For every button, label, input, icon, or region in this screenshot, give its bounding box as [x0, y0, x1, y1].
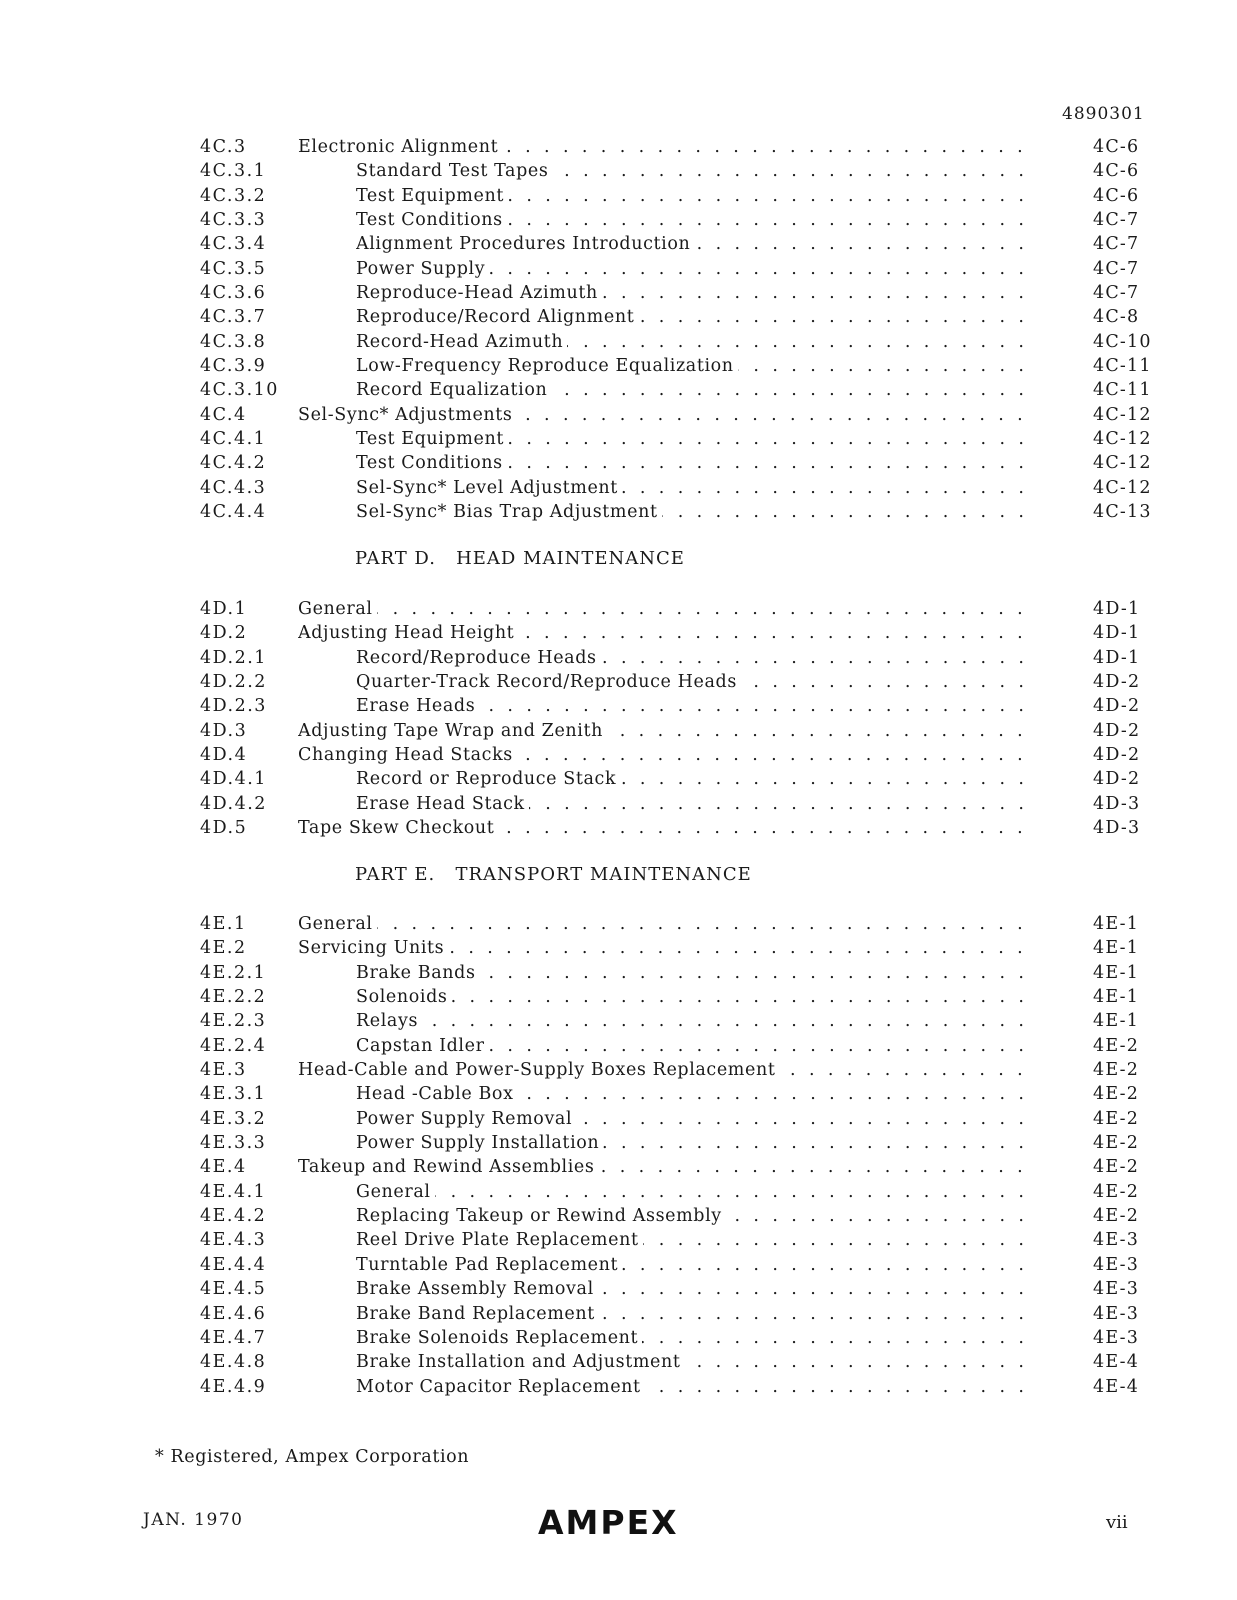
page-reference: 4C-7 — [1093, 210, 1140, 231]
section-number: 4E.4.4 — [200, 1254, 267, 1275]
page-reference: 4E-3 — [1093, 1279, 1140, 1300]
section-title: Standard Test Tapes — [356, 161, 552, 181]
toc-entry — [356, 792, 1024, 816]
footer-date: JAN. 1970 — [143, 1510, 244, 1530]
section-title: General — [298, 914, 377, 934]
toc-row — [200, 184, 1152, 208]
section-number: 4E.2.2 — [200, 987, 267, 1008]
part-e-heading: PART E. TRANSPORT MAINTENANCE — [355, 864, 752, 885]
section-title: Takeup and Rewind Assemblies — [298, 1157, 598, 1177]
section-title: Changing Head Stacks — [298, 745, 517, 765]
ampex-logo: AMPEX — [538, 1503, 679, 1542]
toc-row — [200, 232, 1152, 256]
section-number: 4C.4.1 — [200, 429, 267, 450]
section-number: 4C.4 — [200, 404, 247, 425]
toc-entry — [298, 621, 1024, 645]
toc-row — [200, 257, 1152, 281]
toc-entry — [356, 208, 1024, 232]
toc-entry — [356, 694, 1024, 718]
section-title: Electronic Alignment — [298, 137, 502, 157]
toc-row — [200, 159, 1152, 183]
page-reference: 4D-2 — [1093, 672, 1141, 693]
section-number: 4C.3.7 — [200, 307, 267, 328]
toc-entry — [356, 1228, 1024, 1252]
page-reference: 4C-8 — [1093, 307, 1140, 328]
section-title: Capstan Idler — [356, 1036, 489, 1056]
toc-row — [200, 719, 1152, 743]
toc-entry — [356, 670, 1024, 694]
toc-entry — [356, 232, 1024, 256]
page-reference: 4C-12 — [1093, 429, 1152, 450]
toc-entry — [356, 159, 1024, 183]
toc-part-c — [200, 135, 1152, 525]
toc-row — [200, 476, 1152, 500]
section-number: 4E.4.5 — [200, 1279, 267, 1300]
section-title: Sel-Sync* Adjustments — [298, 405, 517, 425]
section-title: Low-Frequency Reproduce Equalization — [356, 356, 738, 376]
page-reference: 4C-12 — [1093, 453, 1152, 474]
toc-row — [200, 1058, 1152, 1082]
section-number: 4C.3.5 — [200, 258, 267, 279]
section-title: Test Equipment — [356, 186, 508, 206]
toc-entry — [356, 330, 1024, 354]
toc-row — [200, 1302, 1152, 1326]
section-title: Head-Cable and Power-Supply Boxes Replacement — [298, 1060, 779, 1080]
toc-entry — [298, 743, 1024, 767]
section-number: 4D.4.2 — [200, 793, 267, 814]
toc-row — [200, 1034, 1152, 1058]
page-reference: 4C-11 — [1093, 380, 1152, 401]
page-reference: 4C-6 — [1093, 185, 1140, 206]
section-title: Test Conditions — [356, 210, 507, 230]
toc-row — [200, 670, 1152, 694]
section-number: 4D.4 — [200, 745, 248, 766]
page-reference: 4D-2 — [1093, 720, 1141, 741]
section-number: 4D.1 — [200, 599, 248, 619]
toc-row — [200, 621, 1152, 645]
section-title: Record or Reproduce Stack — [356, 769, 620, 789]
toc-row — [200, 208, 1152, 232]
section-number: 4C.3.2 — [200, 185, 267, 206]
section-title: Servicing Units — [298, 938, 448, 958]
page-reference: 4E-2 — [1093, 1060, 1140, 1081]
page-reference: 4C-7 — [1093, 283, 1140, 304]
toc-entry — [356, 646, 1024, 670]
toc-part-d — [200, 597, 1152, 840]
section-number: 4E.4 — [200, 1157, 247, 1178]
toc-row — [200, 305, 1152, 329]
page-reference: 4C-12 — [1093, 477, 1152, 498]
section-title: Brake Band Replacement — [356, 1304, 599, 1324]
section-title: Power Supply Removal — [356, 1109, 576, 1129]
toc-entry — [356, 451, 1024, 475]
toc-row — [200, 1155, 1152, 1179]
section-number: 4E.4.2 — [200, 1206, 267, 1227]
page-reference: 4E-2 — [1093, 1206, 1140, 1227]
page-reference: 4D-2 — [1093, 769, 1141, 790]
section-title: Alignment Procedures Introduction — [356, 234, 694, 254]
page-reference: 4D-1 — [1093, 623, 1141, 644]
toc-row — [200, 792, 1152, 816]
toc-row — [200, 961, 1152, 985]
section-number: 4C.3.6 — [200, 283, 267, 304]
page-reference: 4D-1 — [1093, 647, 1141, 668]
toc-row — [200, 1253, 1152, 1277]
toc-row — [200, 1350, 1152, 1374]
toc-row — [200, 427, 1152, 451]
section-number: 4C.4.3 — [200, 477, 267, 498]
toc-row — [200, 500, 1152, 524]
page-reference: 4D-2 — [1093, 745, 1141, 766]
toc-row — [200, 694, 1152, 718]
page-reference: 4E-3 — [1093, 1303, 1140, 1324]
toc-row — [200, 597, 1152, 621]
section-number: 4D.4.1 — [200, 769, 267, 790]
section-number: 4D.5 — [200, 818, 248, 839]
section-title: Adjusting Head Height — [298, 623, 518, 643]
toc-row — [200, 281, 1152, 305]
page-reference: 4C-6 — [1093, 161, 1140, 182]
section-title: Head -Cable Box — [356, 1084, 518, 1104]
section-number: 4E.4.7 — [200, 1327, 267, 1348]
toc-entry — [356, 1034, 1024, 1058]
toc-row — [200, 330, 1152, 354]
toc-row — [200, 816, 1152, 840]
section-number: 4E.3 — [200, 1060, 247, 1081]
toc-entry — [356, 427, 1024, 451]
toc-entry — [356, 1253, 1024, 1277]
toc-entry — [356, 1302, 1024, 1326]
page-reference: 4E-3 — [1093, 1230, 1140, 1251]
page-reference: 4E-1 — [1093, 962, 1140, 983]
toc-row — [200, 403, 1152, 427]
section-number: 4D.2.2 — [200, 672, 267, 693]
section-title: Record Equalization — [356, 380, 551, 400]
section-title: Brake Solenoids Replacement — [356, 1328, 642, 1348]
section-number: 4E.3.3 — [200, 1133, 267, 1154]
toc-entry — [298, 135, 1024, 159]
toc-entry — [356, 500, 1024, 524]
section-number: 4E.3.1 — [200, 1084, 267, 1105]
page-reference: 4C-11 — [1093, 356, 1152, 377]
toc-entry — [356, 985, 1024, 1009]
toc-row — [200, 646, 1152, 670]
section-number: 4C.3.1 — [200, 161, 267, 182]
section-title: Test Equipment — [356, 429, 508, 449]
toc-entry — [298, 936, 1024, 960]
section-number: 4E.2.1 — [200, 962, 267, 983]
toc-entry — [356, 1082, 1024, 1106]
section-title: General — [356, 1182, 435, 1202]
section-title: Power Supply — [356, 259, 489, 279]
toc-row — [200, 1228, 1152, 1252]
section-title: Record/Reproduce Heads — [356, 648, 601, 668]
toc-entry — [298, 403, 1024, 427]
toc-entry — [356, 1277, 1024, 1301]
page-reference: 4C-7 — [1093, 234, 1140, 255]
toc-entry — [356, 184, 1024, 208]
section-title: Tape Skew Checkout — [298, 818, 498, 838]
page-reference: 4E-4 — [1093, 1376, 1140, 1397]
page-reference: 4E-3 — [1093, 1327, 1140, 1348]
page-number: vii — [1106, 1512, 1128, 1533]
toc-row — [200, 1009, 1152, 1033]
toc-entry — [356, 767, 1024, 791]
page-reference: 4E-1 — [1093, 914, 1140, 934]
toc-entry — [356, 1131, 1024, 1155]
toc-entry — [356, 257, 1024, 281]
section-title: Relays — [356, 1011, 422, 1031]
section-title: Sel-Sync* Level Adjustment — [356, 478, 622, 498]
page-reference: 4C-13 — [1093, 502, 1152, 523]
page-reference: 4C-7 — [1093, 258, 1140, 279]
toc-entry — [298, 1058, 1024, 1082]
section-title: General — [298, 599, 377, 619]
toc-entry — [356, 1350, 1024, 1374]
toc-row — [200, 451, 1152, 475]
toc-row — [200, 135, 1152, 159]
section-number: 4C.3.10 — [200, 380, 279, 401]
page-reference: 4E-1 — [1093, 938, 1140, 959]
toc-row — [200, 1107, 1152, 1131]
section-title: Replacing Takeup or Rewind Assembly — [356, 1206, 726, 1226]
section-number: 4D.2.3 — [200, 696, 267, 717]
page-reference: 4E-2 — [1093, 1084, 1140, 1105]
section-number: 4E.2.3 — [200, 1011, 267, 1032]
section-number: 4C.3.4 — [200, 234, 267, 255]
toc-entry — [356, 1107, 1024, 1131]
toc-row — [200, 767, 1152, 791]
page-reference: 4E-2 — [1093, 1133, 1140, 1154]
section-title: Erase Heads — [356, 696, 479, 716]
toc-row — [200, 1375, 1152, 1399]
toc-row — [200, 1326, 1152, 1350]
toc-row — [200, 743, 1152, 767]
section-title: Turntable Pad Replacement — [356, 1255, 622, 1275]
section-number: 4E.4.9 — [200, 1376, 267, 1397]
toc-entry — [356, 354, 1024, 378]
section-number: 4C.3.3 — [200, 210, 267, 231]
section-title: Erase Head Stack — [356, 794, 529, 814]
footnote: * Registered, Ampex Corporation — [155, 1447, 470, 1467]
page-reference: 4D-2 — [1093, 696, 1141, 717]
section-title: Adjusting Tape Wrap and Zenith — [298, 721, 607, 741]
section-number: 4E.4.6 — [200, 1303, 267, 1324]
page-reference: 4E-2 — [1093, 1108, 1140, 1129]
page-reference: 4C-6 — [1093, 137, 1140, 157]
section-title: Brake Installation and Adjustment — [356, 1352, 685, 1372]
toc-entry — [298, 719, 1024, 743]
section-title: Test Conditions — [356, 453, 507, 473]
toc-entry — [356, 961, 1024, 985]
section-number: 4C.4.4 — [200, 502, 267, 523]
section-title: Quarter-Track Record/Reproduce Heads — [356, 672, 741, 692]
page-reference: 4D-1 — [1093, 599, 1141, 619]
toc-entry — [356, 1180, 1024, 1204]
page-reference: 4D-3 — [1093, 818, 1141, 839]
toc-row — [200, 1131, 1152, 1155]
toc-row — [200, 1204, 1152, 1228]
toc-entry — [356, 476, 1024, 500]
page-reference: 4E-2 — [1093, 1157, 1140, 1178]
section-number: 4D.3 — [200, 720, 248, 741]
toc-entry — [356, 1326, 1024, 1350]
toc-entry — [298, 597, 1024, 621]
section-number: 4D.2 — [200, 623, 248, 644]
toc-entry — [298, 912, 1024, 936]
toc-entry — [356, 305, 1024, 329]
toc-row — [200, 985, 1152, 1009]
document-number: 4890301 — [1062, 104, 1145, 124]
page-reference: 4E-2 — [1093, 1181, 1140, 1202]
section-number: 4C.3.8 — [200, 331, 267, 352]
toc-entry — [298, 816, 1024, 840]
page-reference: 4E-2 — [1093, 1035, 1140, 1056]
toc-row — [200, 378, 1152, 402]
section-number: 4E.2.4 — [200, 1035, 267, 1056]
section-number: 4E.2 — [200, 938, 247, 959]
toc-entry — [356, 1375, 1024, 1399]
page-reference: 4C-10 — [1093, 331, 1152, 352]
toc-row — [200, 354, 1152, 378]
toc-row — [200, 936, 1152, 960]
toc-entry — [356, 1204, 1024, 1228]
section-number: 4D.2.1 — [200, 647, 267, 668]
toc-row — [200, 1277, 1152, 1301]
section-number: 4C.3.9 — [200, 356, 267, 377]
section-number: 4E.1 — [200, 914, 247, 934]
section-title: Brake Assembly Removal — [356, 1279, 598, 1299]
section-title: Motor Capacitor Replacement — [356, 1377, 645, 1397]
section-title: Brake Bands — [356, 963, 480, 983]
toc-row — [200, 1180, 1152, 1204]
section-title: Solenoids — [356, 987, 451, 1007]
section-number: 4E.4.8 — [200, 1352, 267, 1373]
page-reference: 4E-1 — [1093, 1011, 1140, 1032]
page-reference: 4D-3 — [1093, 793, 1141, 814]
toc-entry — [356, 1009, 1024, 1033]
section-title: Reproduce/Record Alignment — [356, 307, 638, 327]
toc-entry — [356, 378, 1024, 402]
section-number: 4E.4.1 — [200, 1181, 267, 1202]
section-title: Reel Drive Plate Replacement — [356, 1230, 643, 1250]
toc-row — [200, 912, 1152, 936]
section-title: Reproduce-Head Azimuth — [356, 283, 602, 303]
section-number: 4C.4.2 — [200, 453, 267, 474]
part-d-heading: PART D. HEAD MAINTENANCE — [355, 548, 685, 569]
section-title: Sel-Sync* Bias Trap Adjustment — [356, 502, 662, 522]
toc-entry — [356, 281, 1024, 305]
toc-row — [200, 1082, 1152, 1106]
page-reference: 4E-3 — [1093, 1254, 1140, 1275]
section-number: 4E.3.2 — [200, 1108, 267, 1129]
page-reference: 4C-12 — [1093, 404, 1152, 425]
toc-entry — [298, 1155, 1024, 1179]
page-reference: 4E-1 — [1093, 987, 1140, 1008]
section-number: 4E.4.3 — [200, 1230, 267, 1251]
section-title: Power Supply Installation — [356, 1133, 603, 1153]
section-number: 4C.3 — [200, 137, 247, 157]
toc-part-e — [200, 912, 1152, 1399]
section-title: Record-Head Azimuth — [356, 332, 567, 352]
page-reference: 4E-4 — [1093, 1352, 1140, 1373]
